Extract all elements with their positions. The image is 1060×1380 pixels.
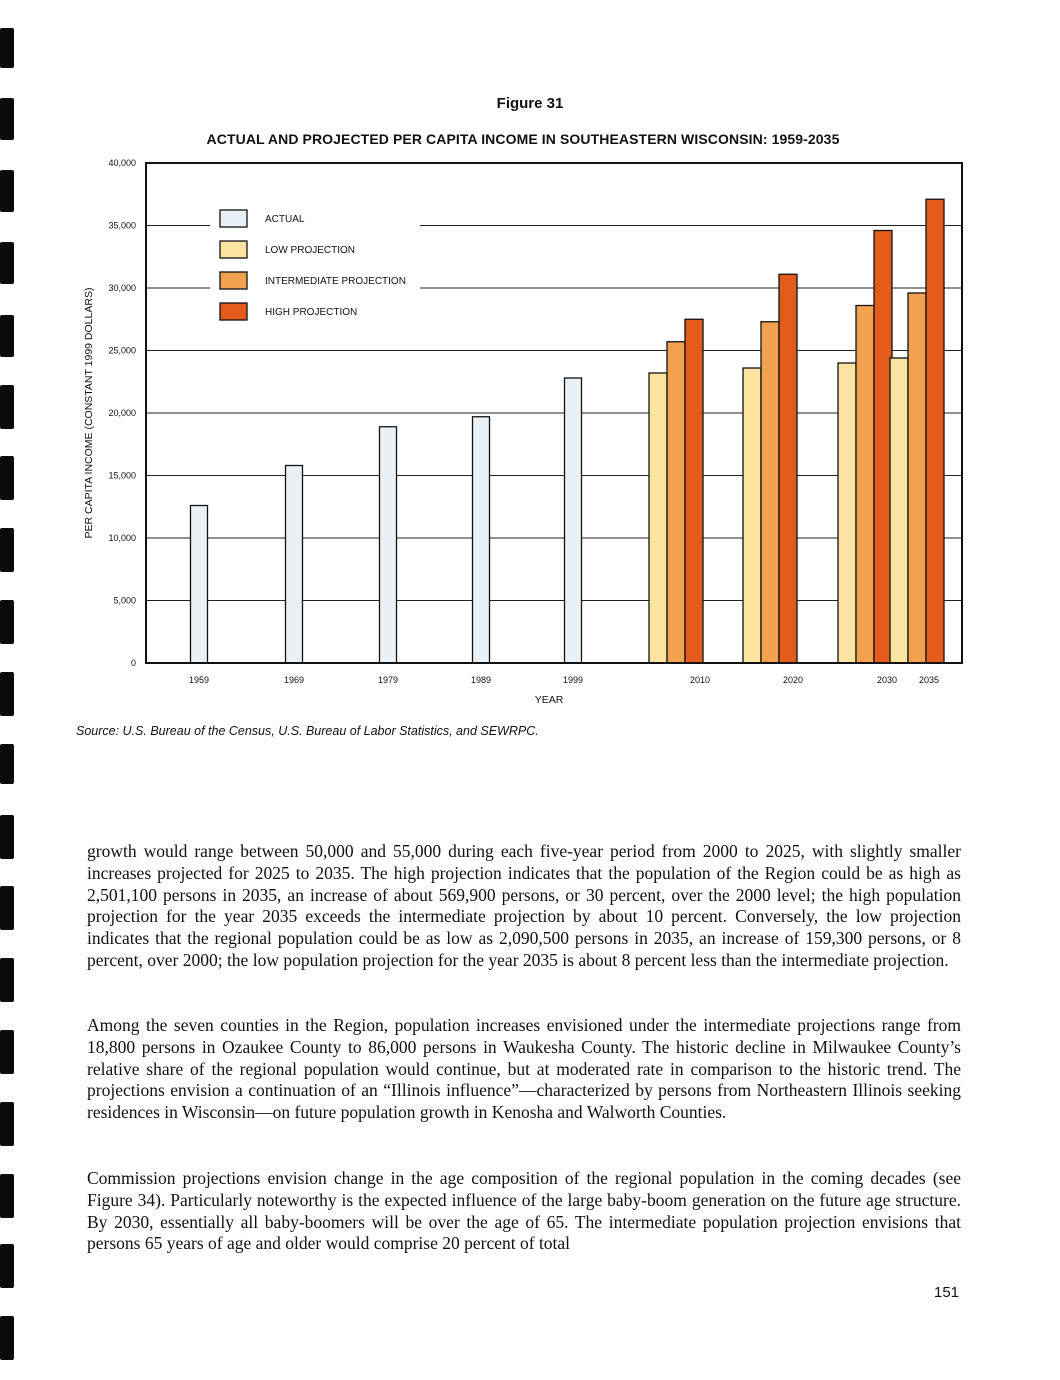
binder-mark (0, 886, 14, 930)
bar-intermediate-projection-2010 (667, 342, 685, 663)
bar-intermediate-projection-2020 (761, 322, 779, 663)
legend-label: LOW PROJECTION (265, 245, 356, 256)
x-tick-label: 1979 (377, 675, 399, 685)
y-tick-label: 30,000 (108, 283, 136, 293)
bar-high-projection-2020 (779, 274, 797, 663)
binder-mark (0, 1030, 14, 1074)
y-tick-label: 25,000 (108, 345, 136, 356)
y-tick-label: 35,000 (108, 220, 136, 231)
x-tick-label: 1999 (562, 675, 584, 685)
legend-label: HIGH PROJECTION (265, 307, 358, 318)
page-number: 151 (934, 1284, 960, 1301)
y-tick-label: 5,000 (113, 595, 136, 606)
y-tick-label: 20,000 (108, 408, 136, 418)
bar-actual-1979 (380, 427, 397, 663)
bar-high-projection-2010 (685, 319, 703, 663)
body-paragraph: Commission projections envision change in the age composition of the regional population in the coming decades (see Figure 34). Particularly noteworthy is the expected influence of the large baby-boom generation on the future age structure. By 2030, essentially all baby-boomers will be over the age of 65. The intermediate population projection envisions that persons 65 years of age and older would comprise 20 percent of total (87, 1168, 961, 1254)
binder-mark (0, 672, 14, 716)
legend-swatch (220, 241, 247, 258)
binder-mark (0, 242, 14, 284)
binder-mark (0, 1316, 14, 1360)
x-tick-labels (189, 675, 939, 685)
x-tick-label: 1959 (188, 675, 210, 685)
bar-low-projection-2010 (649, 373, 667, 663)
binder-mark (0, 456, 14, 500)
binder-mark (0, 28, 14, 68)
body-paragraph: growth would range between 50,000 and 55,000 during each five-year period from 2000 to 2025, with slightly smaller increases projected for 2025 to 2035. The high projection indicates that the population of the Region could be as high as 2,501,100 persons in 2035, an increase of about 569,900 persons, or 30 percent, over the 2000 level; the high population projection for the year 2035 exceeds the intermediate projection by about 10 percent. Conversely, the low projection indicates that the regional population could be as low as 2,090,500 persons in 2035, an increase of 159,300 persons, or 8 percent, over 2000; the low population projection for the year 2035 is about 8 percent less than the intermediate projection. (87, 841, 961, 970)
bar-intermediate-projection-2030 (856, 306, 874, 664)
y-tick-label: 10,000 (108, 533, 136, 543)
legend-label: INTERMEDIATE PROJECTION (265, 276, 406, 287)
bar-intermediate-projection-2035 (908, 293, 926, 663)
bar-low-projection-2020 (743, 368, 761, 663)
bar-high-projection-2035 (926, 199, 944, 663)
binder-mark (0, 1244, 14, 1288)
x-tick-label: 2020 (782, 675, 804, 685)
figure-title: ACTUAL AND PROJECTED PER CAPITA INCOME IN SOUTHEASTERN WISCONSIN: 1959-2035 (206, 131, 840, 147)
y-tick-label: 15,000 (108, 470, 136, 481)
bar-low-projection-2030 (838, 363, 856, 663)
x-tick-label: 2035 (918, 675, 940, 685)
binder-mark (0, 1102, 14, 1146)
x-tick-label: 1989 (470, 675, 492, 685)
binder-mark (0, 815, 14, 859)
binder-mark (0, 315, 14, 357)
binder-mark (0, 600, 14, 644)
x-tick-label: 1969 (283, 675, 305, 685)
binder-mark (0, 1174, 14, 1218)
bar-high-projection-2030 (874, 231, 892, 664)
x-tick-label: 2030 (876, 675, 898, 685)
binder-mark (0, 528, 14, 572)
legend-swatch (220, 272, 247, 289)
bar-actual-1999 (565, 378, 582, 663)
y-tick-labels (108, 158, 136, 668)
body-paragraph: Among the seven counties in the Region, population increases envisioned under the intermediate projections range from 18,800 persons in Ozaukee County to 86,000 persons in Waukesha County. The historic decline in Milwaukee County’s relative share of the regional population would continue, but at moderated rate in comparison to the historic trend. The projections envision a continuation of an “Illinois influence”—characterized by persons from Northeastern Illinois seeking residences in Wisconsin—on future population growth in Kenosha and Walworth Counties. (87, 1015, 961, 1123)
x-tick-label: 2010 (689, 675, 711, 685)
binder-mark (0, 385, 14, 429)
legend-label: ACTUAL (265, 214, 305, 225)
legend (210, 202, 420, 330)
legend-swatch (220, 210, 247, 227)
y-tick-label: 40,000 (108, 158, 136, 168)
y-tick-label: 0 (130, 658, 136, 668)
bar-actual-1969 (286, 466, 303, 664)
binder-mark (0, 744, 14, 784)
binder-mark (0, 170, 14, 212)
bar-actual-1959 (191, 506, 208, 664)
income-bar-chart (60, 150, 980, 720)
bar-actual-1989 (473, 417, 490, 663)
bar-low-projection-2035 (890, 358, 908, 663)
source-note: Source: U.S. Bureau of the Census, U.S. Bureau of Labor Statistics, and SEWRPC. (76, 724, 539, 738)
figure-number: Figure 31 (496, 95, 564, 112)
legend-swatch (220, 303, 247, 320)
y-axis-label: PER CAPITA INCOME (CONSTANT 1999 DOLLARS) (83, 287, 95, 539)
x-axis-label: YEAR (534, 694, 564, 706)
binder-mark (0, 958, 14, 1002)
